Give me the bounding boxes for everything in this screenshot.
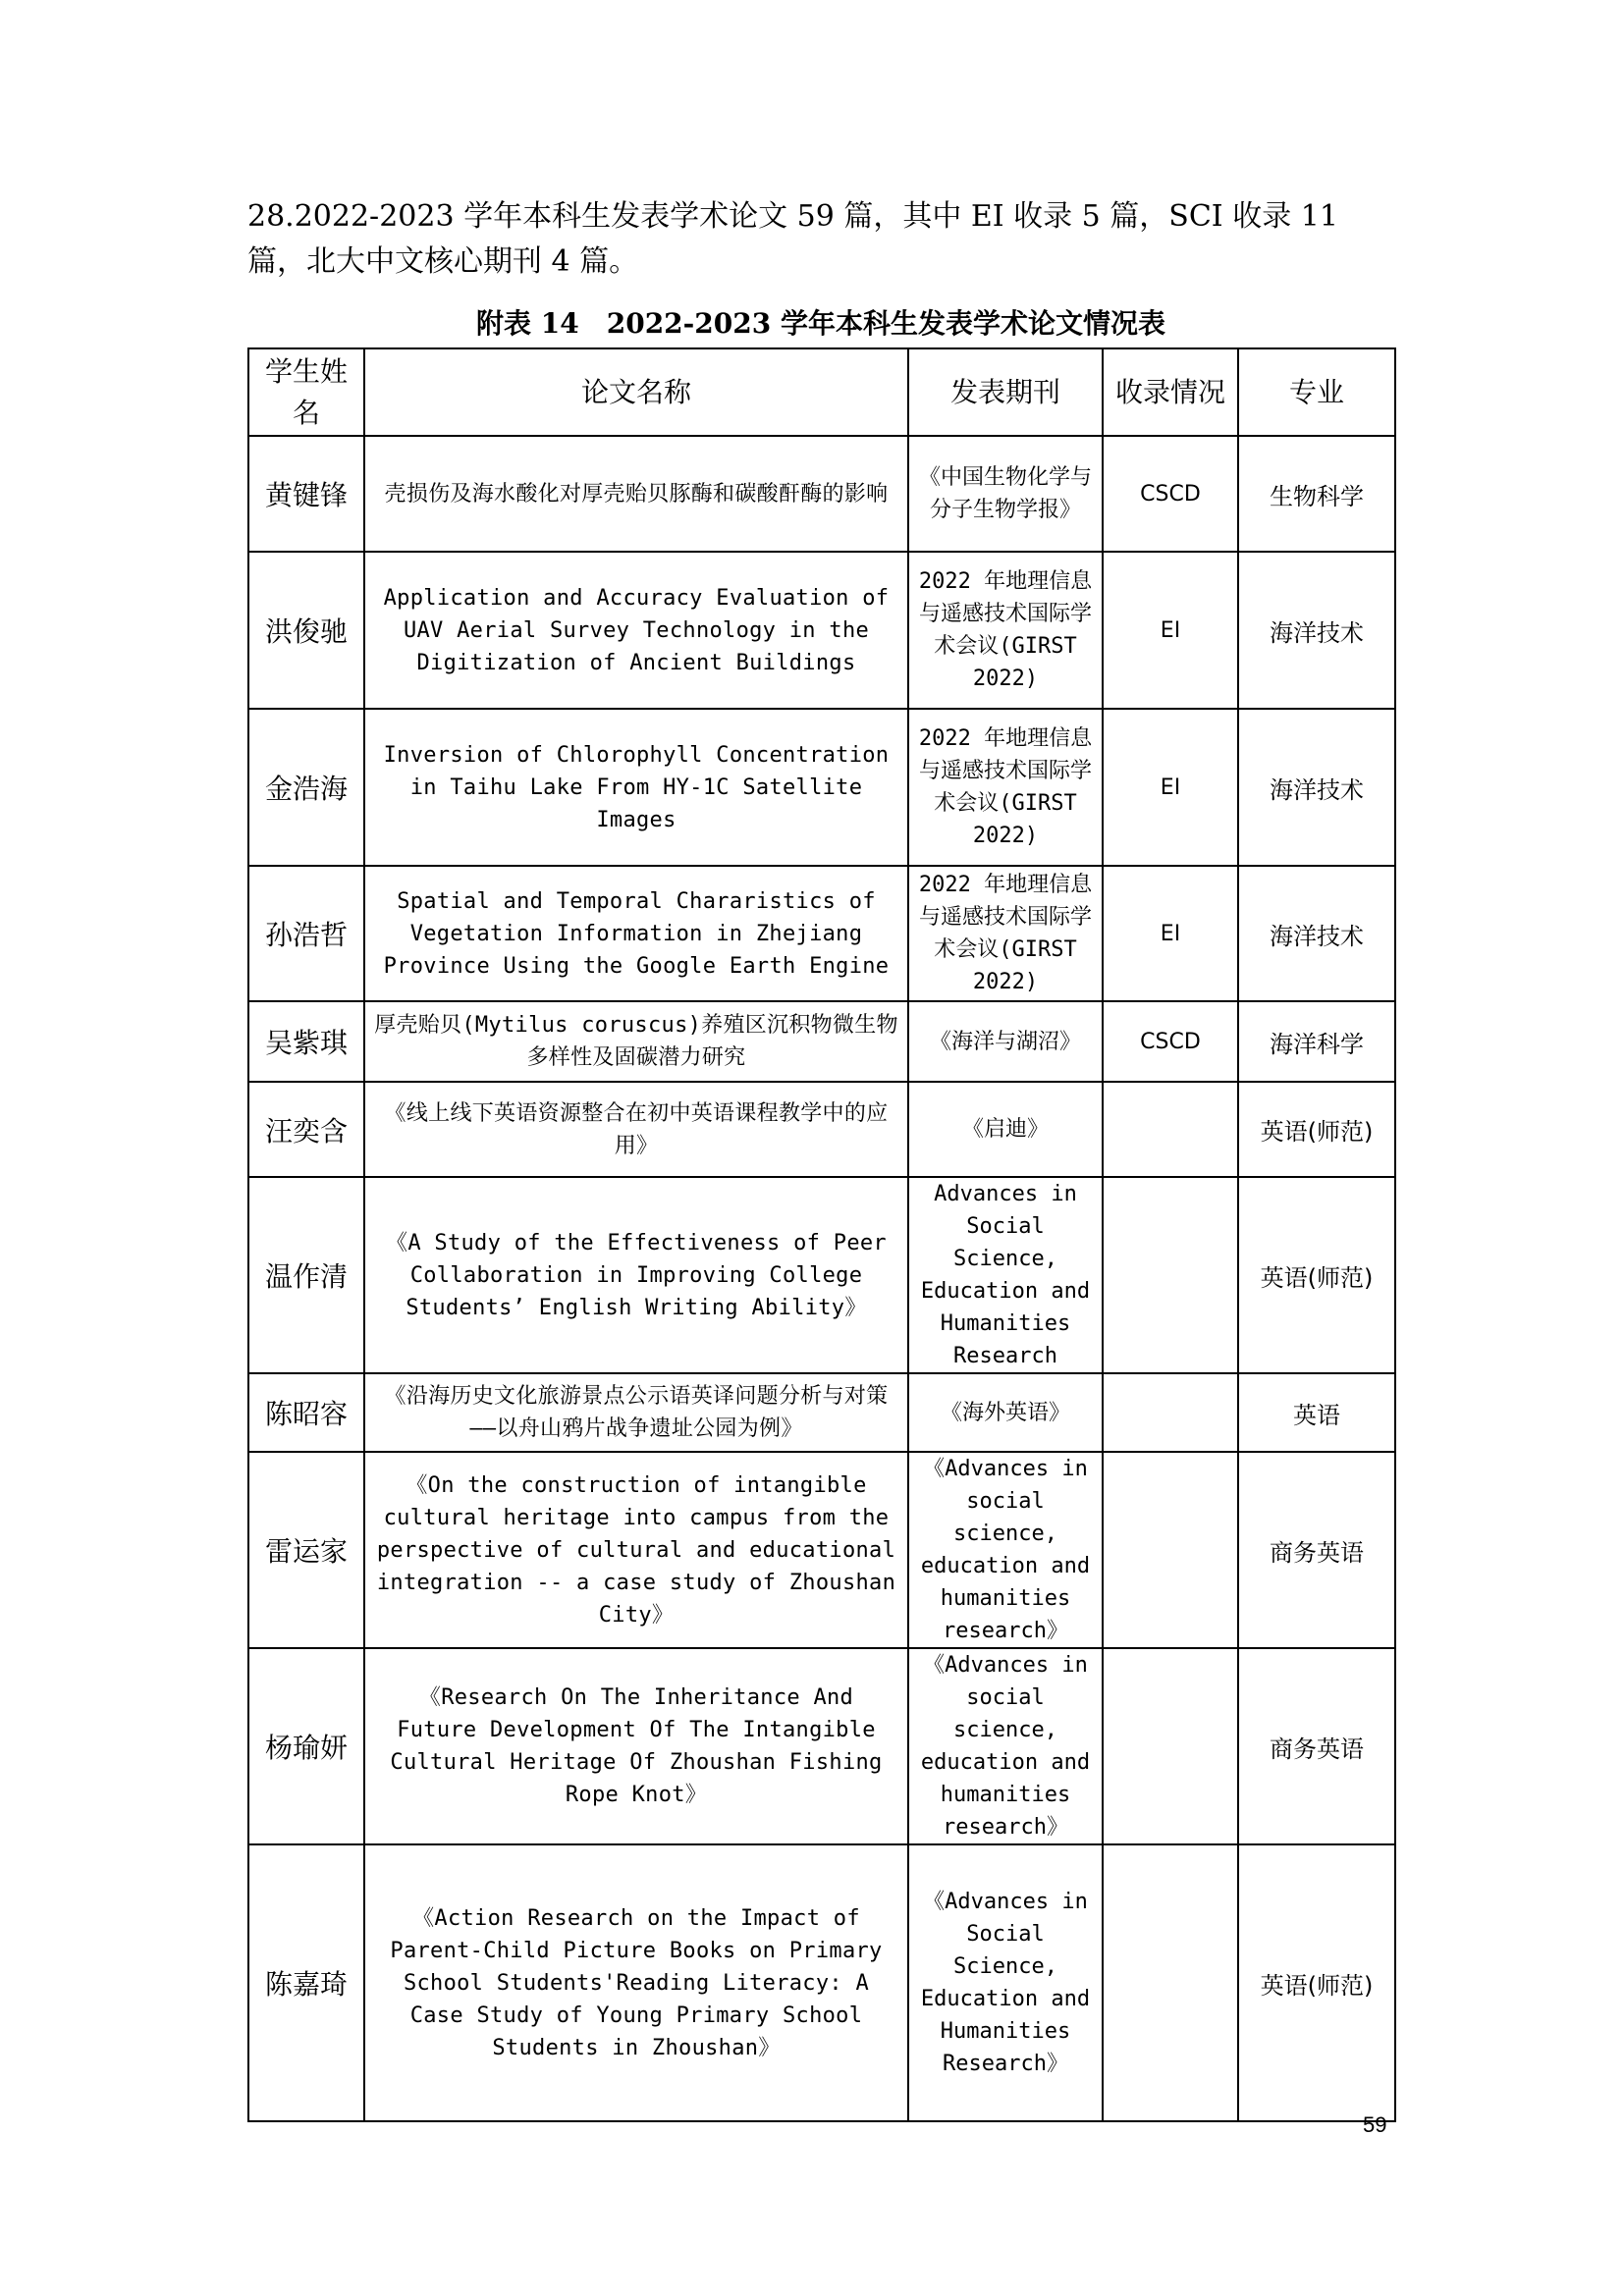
paper-title: 厚壳贻贝(Mytilus coruscus)养殖区沉积物微生物多样性及固碳潜力研究 (364, 1001, 908, 1082)
major: 英语(师范) (1238, 1844, 1395, 2121)
indexing (1103, 1648, 1238, 1844)
header-student-name: 学生姓名 (248, 348, 364, 436)
student-name: 杨瑜妍 (248, 1648, 364, 1844)
indexing (1103, 1177, 1238, 1373)
journal-name: 《海外英语》 (908, 1373, 1103, 1452)
paper-title: Spatial and Temporal Chararistics of Vegetation Information in Zhejiang Province Using the Google Earth Engine (364, 866, 908, 1001)
indexing (1103, 1844, 1238, 2121)
student-name: 黄键锋 (248, 436, 364, 552)
student-name: 陈嘉琦 (248, 1844, 364, 2121)
table-row (248, 866, 1395, 1001)
table-header-row (248, 348, 1395, 436)
major: 生物科学 (1238, 436, 1395, 552)
table-row (248, 1177, 1395, 1373)
table-caption: 附表 14 2022-2023 学年本科生发表学术论文情况表 (476, 307, 1165, 340)
table-row (248, 1082, 1395, 1177)
student-name: 金浩海 (248, 709, 364, 866)
header-paper-title: 论文名称 (364, 348, 908, 436)
indexing (1103, 1452, 1238, 1648)
table-row (248, 1373, 1395, 1452)
table-row (248, 552, 1395, 709)
journal-name: 《启迪》 (908, 1082, 1103, 1177)
journal-name: 《Advances in social science, education and humanities research》 (908, 1648, 1103, 1844)
header-journal: 发表期刊 (908, 348, 1103, 436)
journal-name: 《海洋与湖沼》 (908, 1001, 1103, 1082)
major: 英语(师范) (1238, 1177, 1395, 1373)
table-row (248, 709, 1395, 866)
indexing (1103, 1373, 1238, 1452)
student-name: 汪奕含 (248, 1082, 364, 1177)
major: 商务英语 (1238, 1452, 1395, 1648)
paper-title: 《Action Research on the Impact of Parent-Child Picture Books on Primary School Students'Reading Literacy: A Case Study of Young Primary School Students in Zhoushan》 (364, 1844, 908, 2121)
major: 海洋技术 (1238, 709, 1395, 866)
journal-name: 2022 年地理信息与遥感技术国际学术会议(GIRST 2022) (908, 552, 1103, 709)
indexing: EI (1103, 552, 1238, 709)
paper-title: 《On the construction of intangible cultural heritage into campus from the perspective of cultural and educational integration -- a case study of Zhoushan City》 (364, 1452, 908, 1648)
student-name: 吴紫琪 (248, 1001, 364, 1082)
table-row (248, 1648, 1395, 1844)
journal-name: 《Advances in Social Science, Education and Humanities Research》 (908, 1844, 1103, 2121)
journal-name: 《中国生物化学与分子生物学报》 (908, 436, 1103, 552)
indexing: EI (1103, 866, 1238, 1001)
header-major: 专业 (1238, 348, 1395, 436)
student-name: 陈昭容 (248, 1373, 364, 1452)
header-indexing: 收录情况 (1103, 348, 1238, 436)
intro-paragraph: 28.2022-2023 学年本科生发表学术论文 59 篇，其中 EI 收录 5 篇，SCI 收录 11 篇，北大中文核心期刊 4 篇。 (247, 199, 1338, 279)
paper-title: 《线上线下英语资源整合在初中英语课程教学中的应用》 (364, 1082, 908, 1177)
major: 海洋科学 (1238, 1001, 1395, 1082)
journal-name: 2022 年地理信息与遥感技术国际学术会议(GIRST 2022) (908, 866, 1103, 1001)
page-number: 59 (1363, 2112, 1387, 2137)
paper-title: Inversion of Chlorophyll Concentration in Taihu Lake From HY-1C Satellite Images (364, 709, 908, 866)
journal-name: 《Advances in social science, education and humanities research》 (908, 1452, 1103, 1648)
paper-title: 《Research On The Inheritance And Future Development Of The Intangible Cultural Heritage Of Zhoushan Fishing Rope Knot》 (364, 1648, 908, 1844)
major: 海洋技术 (1238, 552, 1395, 709)
student-name: 雷运家 (248, 1452, 364, 1648)
journal-name: Advances in Social Science, Education and Humanities Research (908, 1177, 1103, 1373)
table-row (248, 1452, 1395, 1648)
paper-title: Application and Accuracy Evaluation of UAV Aerial Survey Technology in the Digitization of Ancient Buildings (364, 552, 908, 709)
table-row (248, 1844, 1395, 2121)
indexing (1103, 1082, 1238, 1177)
major: 海洋技术 (1238, 866, 1395, 1001)
journal-name: 2022 年地理信息与遥感技术国际学术会议(GIRST 2022) (908, 709, 1103, 866)
major: 商务英语 (1238, 1648, 1395, 1844)
paper-title: 《A Study of the Effectiveness of Peer Collaboration in Improving College Students’ English Writing Ability》 (364, 1177, 908, 1373)
indexing: EI (1103, 709, 1238, 866)
paper-title: 《沿海历史文化旅游景点公示语英译问题分析与对策 ——以舟山鸦片战争遗址公园为例》 (364, 1373, 908, 1452)
papers-table (247, 347, 1396, 2122)
indexing: CSCD (1103, 1001, 1238, 1082)
student-name: 温作清 (248, 1177, 364, 1373)
student-name: 洪俊驰 (248, 552, 364, 709)
major: 英语 (1238, 1373, 1395, 1452)
major: 英语(师范) (1238, 1082, 1395, 1177)
indexing: CSCD (1103, 436, 1238, 552)
student-name: 孙浩哲 (248, 866, 364, 1001)
table-row (248, 1001, 1395, 1082)
paper-title: 壳损伤及海水酸化对厚壳贻贝豚酶和碳酸酐酶的影响 (364, 436, 908, 552)
table-row (248, 436, 1395, 552)
